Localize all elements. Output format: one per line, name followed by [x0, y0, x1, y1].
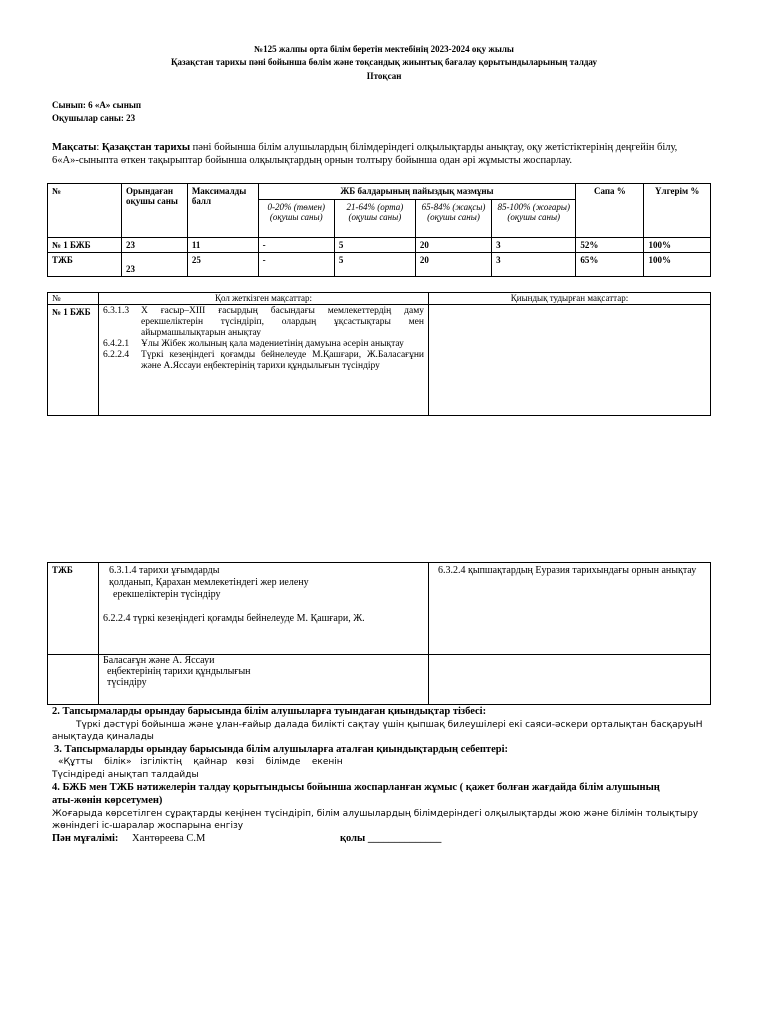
tjb-cont-line1: Баласағұн және А. Яссауи — [103, 655, 215, 666]
row-progress: 100% — [644, 253, 711, 277]
goal-item — [103, 339, 424, 350]
row-max: 11 — [187, 238, 258, 253]
row-b3: 20 — [415, 253, 491, 277]
section4-title1: 4. БЖБ мен ТЖБ нәтижелерін талдау қорытындысы бойынша жоспарланған жұмыс ( қажет болған жағдайда білім алушының — [52, 782, 660, 793]
row-done: 23 — [122, 238, 188, 253]
results-table — [47, 183, 711, 277]
band-good-sub: (оқушы саны) — [427, 212, 480, 222]
section2-text2: анықтауда қиналады — [52, 732, 154, 742]
header-line2: Қазақстан тарихы пәні бойынша бөлім және тоқсандық жиынтық бағалау қорытындыларының талдау — [171, 57, 597, 67]
teacher-name: Хантөреева С.М — [132, 833, 206, 844]
tjb-goal-line1: 6.3.1.4 тарихи ұғымдарды — [109, 565, 220, 576]
col-progress: Үлгерім % — [644, 184, 711, 238]
section4-text2: жөніндегі іс-шаралар жоспарына енгізу — [52, 821, 244, 831]
section3-text1: «Құтты білік» ізгіліктің қайнар көзі білімде екенін — [58, 757, 343, 767]
header-line3: IIтоқсан — [366, 71, 402, 81]
goals-achieved-cell — [99, 305, 429, 416]
goals-col-difficult: Қиындық тудырған мақсаттар: — [429, 293, 711, 305]
tjb-cont-cell — [99, 655, 429, 705]
band-good-label: 65-84% (жақсы) — [421, 202, 486, 212]
signature-line: қолы ______________ — [340, 833, 442, 844]
band-high — [492, 200, 576, 238]
class-label: Сынып: 6 «А» сынып — [52, 100, 142, 110]
section3-text2: Түсіндіреді анықтап талдайды — [52, 770, 199, 780]
purpose-line1: Мақсаты: Қазақстан тарихы пәні бойынша білім алушылардың білімдеріндегі олқылықтарды анықтау, оқу жетістіктерінің деңгейін білу, — [52, 142, 678, 153]
band-mid-label: 21-64% (орта) — [346, 202, 404, 212]
row-quality: 65% — [576, 253, 644, 277]
tjb-table — [47, 562, 711, 705]
table-row — [48, 253, 711, 277]
purpose-subject: Қазақстан тарихы — [101, 142, 191, 153]
section2-title: 2. Тапсырмаларды орындау барысында білім алушыларға туындаған қиындықтар тізбесі: — [52, 706, 487, 717]
tjb-row-name: ТЖБ — [48, 563, 99, 655]
col-max: Максималды балл — [187, 184, 258, 238]
row-b1: - — [258, 238, 334, 253]
band-low-label: 0-20% (төмен) — [267, 202, 325, 212]
goal-code: 6.4.2.1 — [103, 339, 130, 349]
row-progress: 100% — [644, 238, 711, 253]
goals-col-no: № — [48, 293, 99, 305]
goals-difficult-cell — [429, 305, 711, 416]
purpose-line2: 6«А»-сыныпта өткен тақырыптар бойынша олқылықтардың орнын толтыру бойынша одан әрі жұмысты жоспарлау. — [52, 155, 573, 166]
section2-text1: Түркі дәстүрі бойынша және ұлан-ғайыр далада билікті сақтау үшін қыпшақ билеушілері екі саяси-әскери орталықтан басқаруыН — [76, 720, 703, 730]
col-no: № — [48, 184, 122, 238]
goals-row-name: № 1 БЖБ — [48, 305, 99, 416]
col-range: ЖБ балдарының пайыздық мазмұны — [258, 184, 576, 200]
col-quality: Сапа % — [576, 184, 644, 238]
tjb-cont-line3: түсіндіру — [107, 677, 147, 688]
goal-item — [103, 306, 424, 339]
goal-text: Х ғасыр–ХІІІ ғасырдың басындағы мемлекеттердің даму ерекшеліктерін түсіндіріп, олардың ұқсастықтары мен айырмашылықтарын анықтау — [141, 306, 424, 338]
band-high-sub: (оқушы саны) — [507, 212, 561, 222]
band-mid-sub: (оқушы саны) — [348, 212, 402, 222]
col-done: Орындаған оқушы саны — [122, 184, 188, 238]
header-line1: №125 жалпы орта білім беретін мектебінің 2023-2024 оқу жылы — [254, 44, 514, 54]
band-low-sub: (оқушы саны) — [269, 212, 323, 222]
band-high-label: 85-100% (жоғары) — [497, 202, 570, 212]
goal-item — [103, 350, 424, 372]
tjb-cont-line2: еңбектерінің тарихи құндылығын — [107, 666, 251, 677]
row-done: 23 — [122, 253, 188, 277]
row-b3: 20 — [415, 238, 491, 253]
tjb-empty-cell2 — [429, 655, 711, 705]
tjb-achieved-cell — [99, 563, 429, 655]
tjb-difficult-cell: 6.3.2.4 қыпшақтардың Еуразия тарихындағы орнын анықтау — [429, 563, 711, 655]
purpose-text1: пәні бойынша білім алушылардың білімдеріндегі олқылықтарды анықтау, оқу жетістіктерінің деңгейін білу, — [190, 142, 678, 153]
band-good — [415, 200, 491, 238]
students-count: Оқушылар саны: 23 — [52, 113, 136, 123]
goal-text: Түркі кезеңіндегі қоғамды бейнелеуде М.Қашғари, Ж.Баласағұни және А.Яссауи еңбектерінің тарихи құндылығын түсіндіру — [141, 350, 424, 371]
table-row — [48, 238, 711, 253]
goal-code: 6.2.2.4 — [103, 350, 130, 360]
row-b4: 3 — [492, 238, 576, 253]
band-mid — [334, 200, 415, 238]
row-b1: - — [258, 253, 334, 277]
tjb-goal-line3: ерекшеліктерін түсіндіру — [113, 589, 221, 600]
section4-text1: Жоғарыда көрсетілген сұрақтарды кеңінен түсіндіріп, білім алушылардың білімдеріндегі олқылықтарды жою және білімін толықтыру — [52, 809, 699, 819]
row-quality: 52% — [576, 238, 644, 253]
goals-table — [47, 292, 711, 416]
row-max: 25 — [187, 253, 258, 277]
tjb-empty-cell — [48, 655, 99, 705]
section3-title: 3. Тапсырмаларды орындау барысында білім алушыларға аталған қиындықтардың себептері: — [54, 744, 508, 755]
tjb-goal-line2: қолданып, Қарахан мемлекетіндегі жер иелену — [109, 577, 309, 588]
row-b4: 3 — [492, 253, 576, 277]
row-name: № 1 БЖБ — [48, 238, 122, 253]
row-b2: 5 — [334, 253, 415, 277]
row-name: ТЖБ — [48, 253, 122, 277]
section4-title2: аты-жөнін көрсетумен) — [52, 795, 163, 806]
goal-text: Ұлы Жібек жолының қала мәдениетінің дамуына әсерін анықтау — [141, 339, 404, 349]
teacher-label: Пән мұғалімі: — [52, 833, 119, 844]
goal-code: 6.3.1.3 — [103, 306, 130, 316]
goals-col-achieved: Қол жеткізген мақсаттар: — [99, 293, 429, 305]
purpose-label: Мақсаты — [52, 142, 97, 153]
row-b2: 5 — [334, 238, 415, 253]
band-low — [258, 200, 334, 238]
tjb-goal2: 6.2.2.4 түркі кезеңіндегі қоғамды бейнелеуде М. Қашғари, Ж. — [103, 613, 365, 624]
